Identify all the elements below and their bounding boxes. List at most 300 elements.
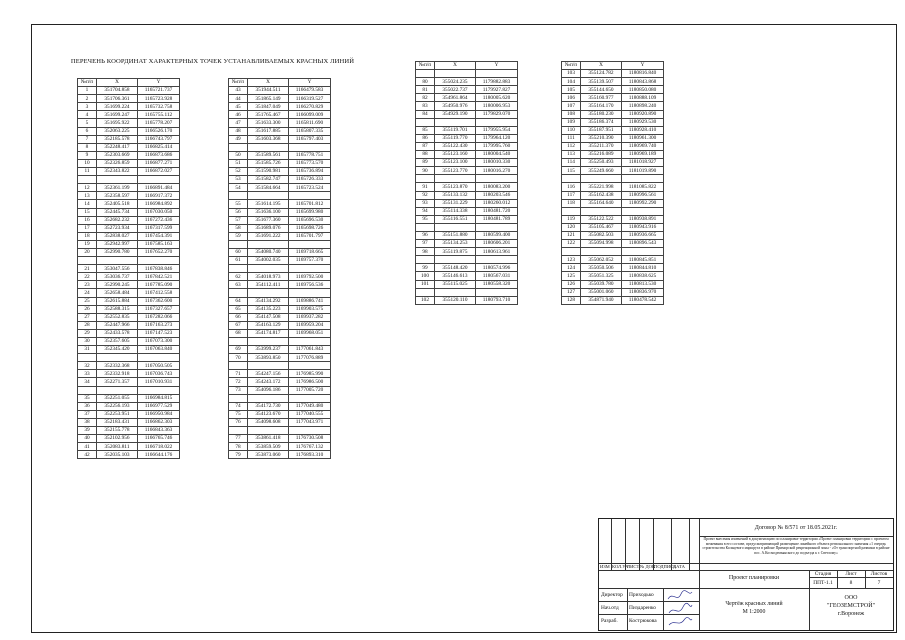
coord-y: 1181085.822: [622, 183, 664, 191]
project-description: Проект внесения изменений в документацию по планировке территории «Проект планировки территории с проектом межевания в его составе, предусматривающий размещение линейного объекта регионального значения «1 очередь строительства Кольцевого маршрута в районе Приморской рекреационной зоны - «От транспортной развязки в районе пос. А.Космодемьянского до подъезда к г. Светлому»: [702, 537, 890, 555]
table-row: [229, 151, 331, 159]
coord-y: 1166984.815: [138, 394, 180, 402]
point-number: 20: [78, 248, 97, 256]
coord-y: 1167272.436: [138, 216, 180, 224]
coord-y: 1166891.484: [138, 184, 180, 192]
point-number: 13: [78, 192, 97, 200]
coord-y: [289, 289, 331, 297]
coord-y: 1165699.980: [289, 208, 331, 216]
table-row: [78, 435, 180, 443]
coord-x: [435, 175, 476, 183]
coord-y: 1167073.300: [138, 338, 180, 346]
coord-y: 1167785.090: [138, 281, 180, 289]
point-number: [229, 289, 248, 297]
coord-x: 355164.640: [581, 199, 622, 207]
point-number: 108: [562, 110, 581, 118]
point-number: 74: [229, 402, 248, 410]
coord-y: 1166873.686: [138, 151, 180, 159]
table-row: [562, 70, 664, 78]
coord-y: 1167147.523: [138, 329, 180, 337]
coord-x: 354163.129: [248, 321, 289, 329]
coord-x: 354096.186: [248, 386, 289, 394]
coord-x: 351695.922: [97, 119, 138, 127]
coord-y: 1167652.270: [138, 248, 180, 256]
coord-y: 1176767.132: [289, 443, 331, 451]
coord-y: 1167317.599: [138, 224, 180, 232]
table-row: [78, 402, 180, 410]
coord-x: 355094.998: [581, 240, 622, 248]
table-row: [78, 184, 180, 192]
table-row: [229, 265, 331, 273]
coord-x: 352723.934: [97, 224, 138, 232]
coord-y: 1166950.984: [138, 410, 180, 418]
table-row: [229, 119, 331, 127]
table-row: [78, 232, 180, 240]
coord-y: 1179829.070: [476, 110, 518, 118]
table-row: [78, 329, 180, 337]
coord-x: [97, 176, 138, 184]
table-row: [416, 288, 518, 296]
name-developer: Кострюкова: [629, 618, 657, 624]
point-number: 1: [78, 87, 97, 95]
table-row: [78, 281, 180, 289]
coord-x: 351590.981: [248, 168, 289, 176]
point-number: 58: [229, 224, 248, 232]
col-header-list: ЛИСТ: [627, 564, 640, 569]
coord-x: 354018.973: [248, 273, 289, 281]
coord-x: 354961.864: [435, 94, 476, 102]
coord-x: 354147.508: [248, 313, 289, 321]
coord-y: 1180613.961: [476, 248, 518, 256]
table-row: [562, 159, 664, 167]
table-row: [78, 127, 180, 135]
table-row: [416, 126, 518, 134]
coord-y: 1180992.290: [622, 199, 664, 207]
table-row: [78, 418, 180, 426]
point-number: 4: [78, 111, 97, 119]
table-row: [229, 410, 331, 418]
coord-x: 352615.884: [97, 297, 138, 305]
coord-x: 352343.822: [97, 168, 138, 176]
coord-x: 351706.361: [97, 95, 138, 103]
point-number: 77: [229, 435, 248, 443]
coord-x: 354098.608: [248, 418, 289, 426]
table-row: [416, 142, 518, 150]
table-row: [78, 103, 180, 111]
table-row: [229, 273, 331, 281]
coordinates-table-1: [77, 78, 180, 459]
coord-y: 1176893.310: [289, 451, 331, 459]
org-name: "ГЕОЗЕМСТРОЙ": [826, 603, 876, 609]
point-number: [229, 427, 248, 435]
coord-y: 1180793.710: [476, 296, 518, 304]
coord-y: 1165701.797: [289, 232, 331, 240]
coord-y: [476, 256, 518, 264]
signature-marks: [665, 589, 695, 629]
table-row: [416, 78, 518, 86]
table-row: [416, 280, 518, 288]
coord-x: [97, 354, 138, 362]
coord-y: [289, 192, 331, 200]
coord-y: 1180896.543: [622, 240, 664, 248]
coord-x: 352102.956: [97, 435, 138, 443]
coord-y: 1180850.080: [622, 86, 664, 94]
coord-y: 1179955.954: [476, 126, 518, 134]
coord-x: 355160.977: [581, 94, 622, 102]
coord-y: 1176985.990: [289, 370, 331, 378]
point-number: 46: [229, 111, 248, 119]
point-number: 124: [562, 264, 581, 272]
point-number: 22: [78, 273, 97, 281]
coord-y: 1180898.240: [622, 102, 664, 110]
coord-x: 355249.660: [581, 167, 622, 175]
coord-x: [581, 175, 622, 183]
coord-y: [289, 240, 331, 248]
coord-y: 1176986.500: [289, 378, 331, 386]
table-row: [416, 272, 518, 280]
coord-y: 1169792.500: [289, 273, 331, 281]
table-row: [78, 111, 180, 119]
coord-x: [248, 289, 289, 297]
point-number: 33: [78, 370, 97, 378]
coord-y: [476, 288, 518, 296]
coord-x: 351585.726: [248, 159, 289, 167]
table-row: [78, 224, 180, 232]
point-number: 85: [416, 126, 435, 134]
coord-y: 1166319.527: [289, 95, 331, 103]
point-number: 63: [229, 281, 248, 289]
table-row: [229, 95, 331, 103]
table-row: [416, 159, 518, 167]
coord-x: 352682.232: [97, 216, 138, 224]
table-row: [562, 199, 664, 207]
coord-x: 352303.669: [97, 151, 138, 159]
table-header-row: [78, 79, 180, 87]
point-number: 14: [78, 200, 97, 208]
point-number: 44: [229, 95, 248, 103]
coord-y: 1165807.335: [289, 127, 331, 135]
table-row: [229, 427, 331, 435]
name-director: Приходько: [629, 592, 654, 598]
coord-y: 1165696.530: [289, 216, 331, 224]
header-y: Y: [476, 62, 518, 70]
table-row: [78, 119, 180, 127]
coord-y: 1180481.789: [476, 215, 518, 223]
coord-y: 1179927.827: [476, 86, 518, 94]
coord-x: 355122.430: [435, 142, 476, 150]
table-row: [78, 370, 180, 378]
table-row: [562, 272, 664, 280]
point-number: 19: [78, 240, 97, 248]
coord-y: 1167842.521: [138, 273, 180, 281]
point-number: 45: [229, 103, 248, 111]
stage-value: ППТ-1.1: [813, 580, 833, 586]
coord-y: 1167163.273: [138, 321, 180, 329]
coord-y: 1180574.996: [476, 264, 518, 272]
coord-x: 354172.730: [248, 402, 289, 410]
point-number: 128: [562, 296, 581, 304]
table-row: [78, 159, 180, 167]
coord-y: 1166877.271: [138, 159, 180, 167]
section-title: Проект планировки: [728, 575, 780, 581]
table-row: [416, 240, 518, 248]
point-number: 117: [562, 191, 581, 199]
coord-y: 1165721.737: [138, 87, 180, 95]
coord-x: 351699.224: [97, 103, 138, 111]
coord-y: 1180260.012: [476, 199, 518, 207]
coord-x: 354871.940: [581, 296, 622, 304]
table-row: [416, 231, 518, 239]
coord-x: [581, 248, 622, 256]
table-row: [229, 192, 331, 200]
table-row: [229, 386, 331, 394]
coord-x: 352332.368: [97, 362, 138, 370]
point-number: 43: [229, 87, 248, 95]
name-head: Пиздаренко: [629, 605, 656, 611]
coord-y: 1180478.542: [622, 296, 664, 304]
point-number: [229, 240, 248, 248]
coord-y: 1167036.743: [138, 370, 180, 378]
table-row: [416, 264, 518, 272]
point-number: [416, 256, 435, 264]
role-head: Нач.отд: [601, 605, 619, 611]
table-row: [78, 386, 180, 394]
table-row: [229, 305, 331, 313]
coord-y: 1169903.575: [289, 305, 331, 313]
table-row: [562, 231, 664, 239]
point-number: 48: [229, 127, 248, 135]
table-row: [229, 127, 331, 135]
coord-x: 355120.110: [435, 296, 476, 304]
coord-y: 1166862.303: [138, 418, 180, 426]
coord-x: 351633.300: [248, 119, 289, 127]
point-number: 17: [78, 224, 97, 232]
coord-y: [289, 143, 331, 151]
point-number: 6: [78, 127, 97, 135]
point-number: 110: [562, 126, 581, 134]
table-row: [229, 159, 331, 167]
coord-x: 352990.780: [97, 248, 138, 256]
coord-y: 1180929.530: [622, 118, 664, 126]
header-x: X: [581, 62, 622, 70]
coord-x: [435, 288, 476, 296]
coord-y: 1165811.690: [289, 119, 331, 127]
coord-y: 1177076.889: [289, 354, 331, 362]
table-row: [416, 94, 518, 102]
table-row: [78, 208, 180, 216]
point-number: 56: [229, 208, 248, 216]
table-row: [78, 313, 180, 321]
table-row: [229, 87, 331, 95]
coord-x: 355162.438: [581, 191, 622, 199]
coord-x: 352361.199: [97, 184, 138, 192]
coord-x: 355123.770: [435, 167, 476, 175]
table-row: [229, 289, 331, 297]
coord-x: 354002.035: [248, 257, 289, 265]
point-number: 28: [78, 321, 97, 329]
coord-x: 352358.597: [97, 192, 138, 200]
coord-x: 352445.734: [97, 208, 138, 216]
coord-x: 355123.870: [435, 183, 476, 191]
table-row: [78, 443, 180, 451]
coord-y: [476, 70, 518, 78]
point-number: 51: [229, 159, 248, 167]
point-number: 86: [416, 134, 435, 142]
table-row: [229, 443, 331, 451]
sheets-label: Листов: [870, 571, 888, 577]
point-number: 71: [229, 370, 248, 378]
coord-x: 355082.503: [581, 231, 622, 239]
point-number: 105: [562, 86, 581, 94]
table-row: [229, 111, 331, 119]
coord-y: 1165698.726: [289, 224, 331, 232]
point-number: 50: [229, 151, 248, 159]
coord-y: [622, 175, 664, 183]
header-number: №п/п: [229, 79, 248, 87]
coord-y: 1180996.561: [622, 191, 664, 199]
table-row: [416, 215, 518, 223]
coord-y: 1165736.894: [289, 168, 331, 176]
coord-x: 352552.835: [97, 313, 138, 321]
point-number: 5: [78, 119, 97, 127]
table-row: [416, 70, 518, 78]
coord-x: 352271.357: [97, 378, 138, 386]
table-row: [416, 167, 518, 175]
coord-x: 354950.976: [435, 102, 476, 110]
coord-y: 1180813.530: [622, 280, 664, 288]
coord-x: 352357.605: [97, 338, 138, 346]
coord-x: 355186.374: [581, 118, 622, 126]
table-header-row: [562, 62, 664, 70]
coord-y: [476, 223, 518, 231]
table-row: [562, 240, 664, 248]
table-row: [229, 143, 331, 151]
table-row: [416, 151, 518, 159]
coord-y: 1169959.204: [289, 321, 331, 329]
point-number: 40: [78, 435, 97, 443]
point-number: [416, 223, 435, 231]
table-row: [229, 402, 331, 410]
point-number: 84: [416, 110, 435, 118]
sheets-value: 7: [877, 580, 881, 586]
table-row: [416, 248, 518, 256]
coord-y: 1180961.300: [622, 134, 664, 142]
table-row: [562, 110, 664, 118]
coord-x: 352063.225: [97, 127, 138, 135]
coord-x: 354243.172: [248, 378, 289, 386]
coord-y: 1180606.201: [476, 240, 518, 248]
coord-x: 353036.737: [97, 273, 138, 281]
coord-x: 355210.390: [581, 134, 622, 142]
point-number: 27: [78, 313, 97, 321]
coord-x: 352433.578: [97, 329, 138, 337]
point-number: [416, 70, 435, 78]
coord-x: 355122.522: [581, 215, 622, 223]
coord-y: 1180920.890: [622, 110, 664, 118]
table-row: [562, 118, 664, 126]
point-number: 94: [416, 207, 435, 215]
table-row: [78, 273, 180, 281]
table-row: [229, 208, 331, 216]
coord-y: 1179882.883: [476, 78, 518, 86]
point-number: 57: [229, 216, 248, 224]
point-number: 60: [229, 248, 248, 256]
coord-x: 355039.780: [581, 280, 622, 288]
point-number: 69: [229, 346, 248, 354]
point-number: 8: [78, 143, 97, 151]
coord-y: [138, 386, 180, 394]
coord-x: [435, 223, 476, 231]
coord-x: 351617.885: [248, 127, 289, 135]
coord-x: 351691.222: [248, 232, 289, 240]
table-row: [78, 451, 180, 459]
point-number: 47: [229, 119, 248, 127]
coord-x: [248, 338, 289, 346]
table-row: [78, 394, 180, 402]
coord-x: 352035.103: [97, 451, 138, 459]
point-number: 79: [229, 451, 248, 459]
org-form: ООО: [844, 595, 858, 601]
coord-y: [289, 362, 331, 370]
coord-y: [138, 257, 180, 265]
point-number: 52: [229, 168, 248, 176]
point-number: 97: [416, 240, 435, 248]
table-row: [78, 338, 180, 346]
header-y: Y: [622, 62, 664, 70]
role-developer: Разраб.: [601, 618, 618, 624]
point-number: 67: [229, 321, 248, 329]
coord-y: 1167454.391: [138, 232, 180, 240]
coord-y: 1167282.066: [138, 313, 180, 321]
point-number: 61: [229, 257, 248, 265]
point-number: 3: [78, 103, 97, 111]
coord-x: 351677.360: [248, 216, 289, 224]
coord-y: 1165755.112: [138, 111, 180, 119]
coord-y: [138, 354, 180, 362]
coord-y: 1180016.270: [476, 167, 518, 175]
point-number: 62: [229, 273, 248, 281]
point-number: 119: [562, 215, 581, 223]
point-number: 15: [78, 208, 97, 216]
point-number: 72: [229, 378, 248, 386]
point-number: [78, 386, 97, 394]
table-row: [562, 142, 664, 150]
coord-x: 352588.315: [97, 305, 138, 313]
coord-x: 355024.235: [435, 78, 476, 86]
point-number: 11: [78, 168, 97, 176]
table-row: [562, 223, 664, 231]
coord-y: [476, 118, 518, 126]
point-number: 123: [562, 256, 581, 264]
point-number: 115: [562, 167, 581, 175]
header-number: №п/п: [416, 62, 435, 70]
point-number: [78, 257, 97, 265]
coord-y: [289, 265, 331, 273]
point-number: 49: [229, 135, 248, 143]
table-row: [78, 143, 180, 151]
coord-y: 1166718.022: [138, 443, 180, 451]
point-number: 113: [562, 151, 581, 159]
coord-y: 1166644.176: [138, 451, 180, 459]
coord-x: 352256.193: [97, 402, 138, 410]
coord-y: 1180010.330: [476, 159, 518, 167]
point-number: 25: [78, 297, 97, 305]
table-row: [229, 135, 331, 143]
coord-y: 1169756.536: [289, 281, 331, 289]
table-row: [229, 200, 331, 208]
coord-x: 355022.737: [435, 86, 476, 94]
point-number: [78, 354, 97, 362]
